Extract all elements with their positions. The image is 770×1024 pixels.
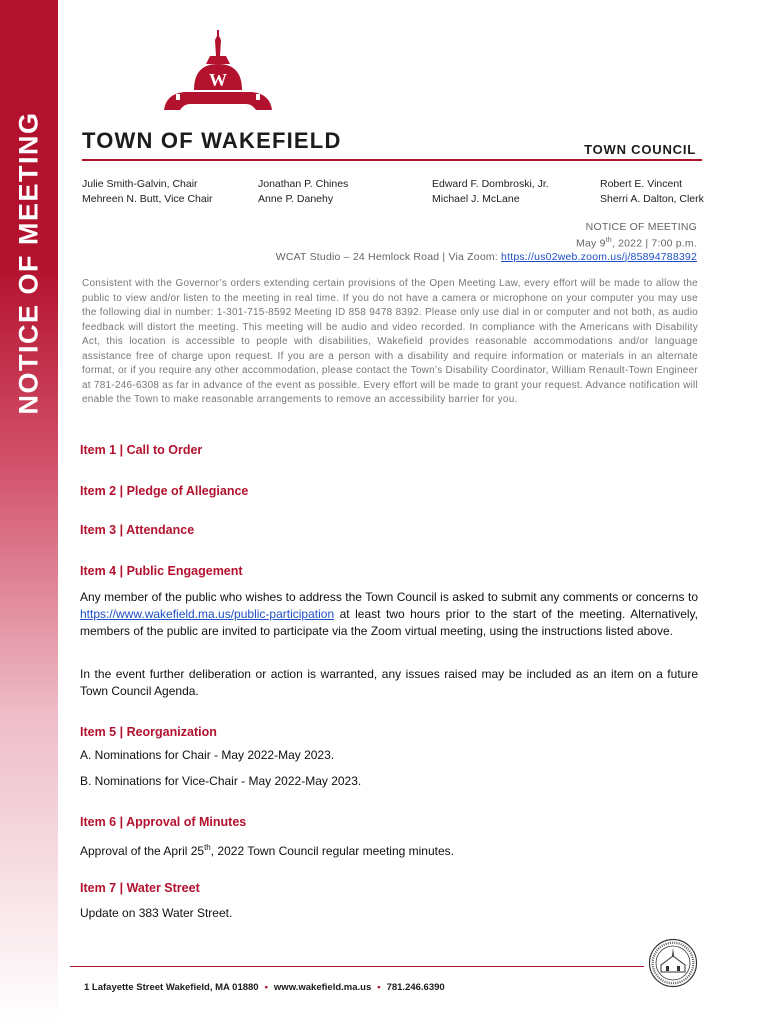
agenda-item-3-heading: Item 3 | Attendance [80,523,195,537]
town-hall-cupola-logo [160,30,280,126]
footer-address: 1 Lafayette Street Wakefield, MA 01880 [84,982,259,993]
member-name: Michael J. McLane [432,192,520,205]
member-column [600,177,704,206]
footer-separator: • [264,982,268,993]
town-seal-icon [648,938,698,988]
notice-title: NOTICE OF MEETING [585,221,697,233]
member-name: Julie Smith-Galvin, Chair [82,178,198,190]
agenda-item-6-heading: Item 6 | Approval of Minutes [80,815,247,829]
accessibility-notice: Consistent with the Governor’s orders extending certain provisions of the Open Meeting Law, every effort will be made to allow the public to view and/or listen to the meeting in real time. If you do not have a camera or microphone on your computer you may use the following dial in number: 1-301-715-8592 Meeting ID 858 9478 8392. Please only use dial in or computer and not both, as audio feedback will distort the meeting. This meeting will be audio and video recorded. In compliance with the Americans with Disability Act, this location is accessible to people with disabilities, Wakefield provides reasonable accommodations and/or language assistance free of charge upon request. If you are a person with a disability and require information or materials in an alternate format, or if you require any other accommodation, please contact the Town’s Disability Coordinator, William Renault-Town Engineer at 781-246-6308 as far in advance of the event as possible. Every effort will be made to grant your request. Advance notification will enable the Town to make reasonable arrangements to remove an accessibility barrier for you. [82,278,698,405]
member-name: Jonathan P. Chines [258,178,349,190]
member-column [258,177,348,206]
zoom-link[interactable]: https://us02web.zoom.us/j/85894788392 [501,250,697,263]
member-column [432,177,549,206]
agenda-item-5-heading: Item 5 | Reorganization [80,725,217,739]
member-name: Anne P. Danehy [258,192,334,205]
meeting-location: WCAT Studio – 24 Hemlock Road | Via Zoom: https://us02web.zoom.us/j/85894788392 [275,250,697,263]
footer-contact [84,982,445,993]
footer-phone: 781.246.6390 [386,982,445,993]
footer-divider [70,966,644,967]
agenda-item-2-heading: Item 2 | Pledge of Allegiance [80,484,249,498]
footer-separator: • [377,982,381,993]
nomination-chair: A. Nominations for Chair - May 2022-May 2023. [80,748,335,762]
sidebar-title: NOTICE OF MEETING [13,111,44,415]
agenda-item-1-heading: Item 1 | Call to Order [80,443,203,457]
meeting-details [137,221,697,264]
water-street-update: Update on 383 Water Street. [80,906,233,920]
member-name: Sherri A. Dalton, Clerk [600,192,704,205]
logo-letter: W [209,70,227,90]
member-column [82,177,213,206]
nomination-vice-chair: B. Nominations for Vice-Chair - May 2022-May 2023. [80,774,362,788]
member-name: Edward F. Dombroski, Jr. [432,178,549,190]
member-name: Mehreen N. Butt, Vice Chair [82,192,213,205]
minutes-approval: Approval of the April 25th, 2022 Town Council regular meeting minutes. [80,843,454,858]
meeting-date: May 9th, 2022 | 7:00 p.m. [576,237,697,250]
agenda-item-4-heading: Item 4 | Public Engagement [80,564,243,578]
deliberation-paragraph: In the event further deliberation or action is warranted, any issues raised may be included as an item on a future Town Council Agenda. [80,667,698,698]
agenda-item-7-heading: Item 7 | Water Street [80,881,200,895]
member-name: Robert E. Vincent [600,178,683,190]
public-participation-link[interactable]: https://www.wakefield.ma.us/public-participation [80,607,335,621]
town-name: TOWN OF WAKEFIELD [82,128,342,153]
department-label: TOWN COUNCIL [584,142,696,157]
public-engagement-paragraph: Any member of the public who wishes to address the Town Council is asked to submit any comments or concerns to https://www.wakefield.ma.us/public-participation at least two hours prior to the start of the meeting. Alternatively, members of the public are invited to participate via the Zoom virtual meeting, using the instructions listed above. [80,590,698,638]
header-divider [82,159,702,161]
notice-sidebar [0,0,58,1024]
footer-website[interactable]: www.wakefield.ma.us [273,982,372,993]
